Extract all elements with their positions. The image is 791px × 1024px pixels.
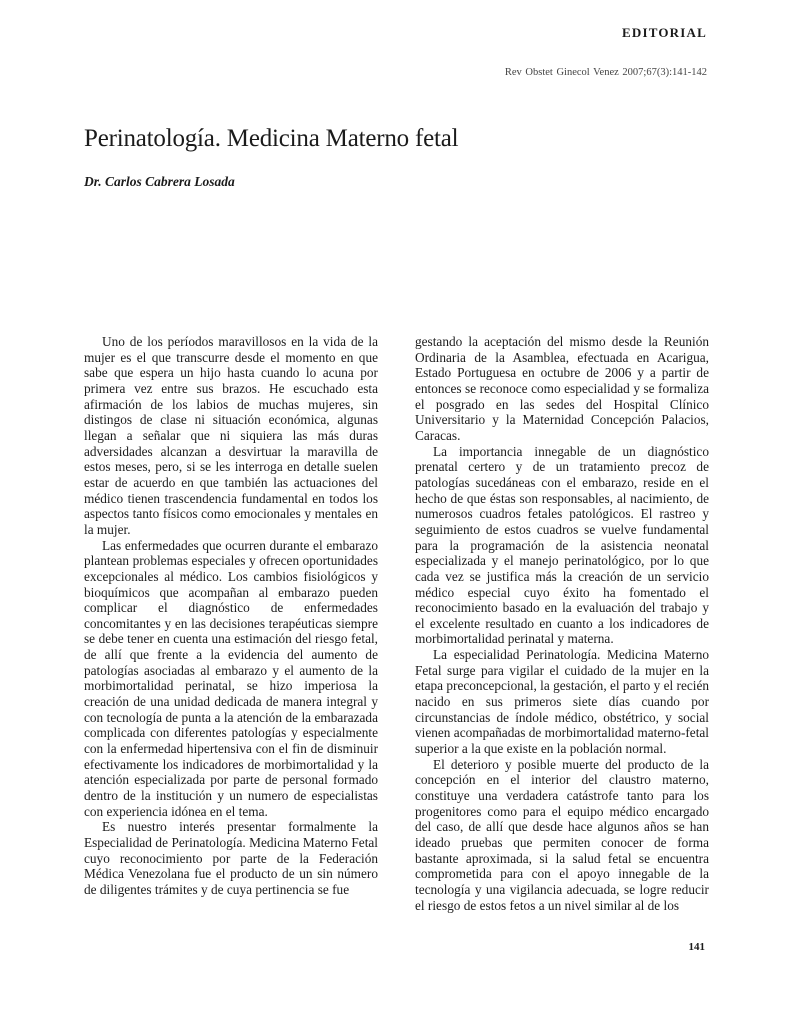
section-label: EDITORIAL bbox=[622, 25, 707, 40]
body-paragraph: Es nuestro interés presentar formalmente la Especialidad de Perinatología. Medicina Materno Fetal cuyo reconocimiento por parte de la Federación Médica Venezolana fue el producto de un sin número de diligentes trámites y de cuya pertinencia se fue bbox=[84, 819, 378, 897]
body-paragraph: La especialidad Perinatología. Medicina Materno Fetal surge para vigilar el cuidado de la mujer en la etapa preconcepcional, la gestación, el parto y el recién nacido en sus primeros siete días cuando por circunstancias de índole médico, obstétrico, y social vienen acompañadas de morbimortalidad materno-fetal superior a la que existe en la población normal. bbox=[415, 647, 709, 757]
body-paragraph: La importancia innegable de un diagnóstico prenatal certero y de un tratamiento precoz de patologías sucedáneas con el embarazo, reside en el hecho de que éstas son responsables, al nacimiento, de numerosos cuadros fetales patológicos. El rastreo y seguimiento de estos cuadros se vuelve fundamental para la programación de la asistencia neonatal especializada y el manejo perinatológico, por lo que cada vez se justifica más la creación de un servicio médico especial cuyo éxito ha fomentado el reconocimiento basado en la evaluación del trabajo y el excelente resultado en cuanto a los indicadores de morbimortalidad perinatal y materna. bbox=[415, 443, 709, 647]
article-title: Perinatología. Medicina Materno fetal bbox=[84, 125, 459, 152]
body-paragraph: Las enfermedades que ocurren durante el embarazo plantean problemas especiales y ofrecen oportunidades excepcionales al médico. Los cambios fisiológicos y bioquímicos que acompañan al embarazo pueden complicar el diagnóstico de enfermedades concomitantes y en las decisiones terapéuticas siempre se debe tener en cuenta una estimación del riesgo fetal, de allí que frente a la evidencia del aumento de patologías asociadas al embarazo y el aumento de la morbimortalidad perinatal, se hizo imperiosa la creación de una unidad dedicada de manera integral y con tecnología de punta a la atención de la embarazada complicada con diferentes patologías y especialmente con la enfermedad hipertensiva con el fin de disminuir efectivamente los indicadores de morbimortalidad y la atención especializada por parte de personal formado dentro de la institución y un numero de especialistas con experiencia idónea en el tema. bbox=[84, 537, 378, 819]
article-author: Dr. Carlos Cabrera Losada bbox=[84, 174, 235, 189]
body-column-left bbox=[84, 334, 378, 898]
body-paragraph: Uno de los períodos maravillosos en la vida de la mujer es el que transcurre desde el momento en que sabe que espera un hijo hasta cuando lo acuna por primera vez entre sus brazos. He escuchado esta afirmación de los labios de muchas mujeres, sin distingos de clase ni situación económica, algunas llegan a señalar que ni siquiera las más duras adversidades alcanzan a desvirtuar la maravilla de estos meses, pero, si se les interroga en detalle suelen estar de acuerdo en que también las actuaciones del médico tienen trascendencia fundamental en todos los aspectos tanto físicos como emocionales y mentales en la mujer. bbox=[84, 334, 378, 537]
body-column-right bbox=[415, 334, 709, 913]
journal-citation: Rev Obstet Ginecol Venez 2007;67(3):141-142 bbox=[504, 67, 707, 78]
page-number: 141 bbox=[688, 941, 705, 953]
body-paragraph: El deterioro y posible muerte del producto de la concepción en el interior del claustro materno, constituye una verdadera catástrofe tanto para los progenitores como para el equipo médico encargado del caso, de allí que desde hace algunos años se han ideado pruebas que permiten conocer de forma bastante aproximada, si la salud fetal se encuentra comprometida para con el apoyo innegable de la tecnología y una vigilancia adecuada, se logre reducir el riesgo de estos fetos a un nivel similar al de los bbox=[415, 756, 709, 913]
body-paragraph: gestando la aceptación del mismo desde la Reunión Ordinaria de la Asamblea, efectuada en Acarigua, Estado Portuguesa en octubre de 2006 y a partir de entonces se reconoce como especialidad y se formaliza el posgrado en las sedes del Hospital Clínico Universitario y la Maternidad Concepción Palacios, Caracas. bbox=[415, 334, 709, 443]
